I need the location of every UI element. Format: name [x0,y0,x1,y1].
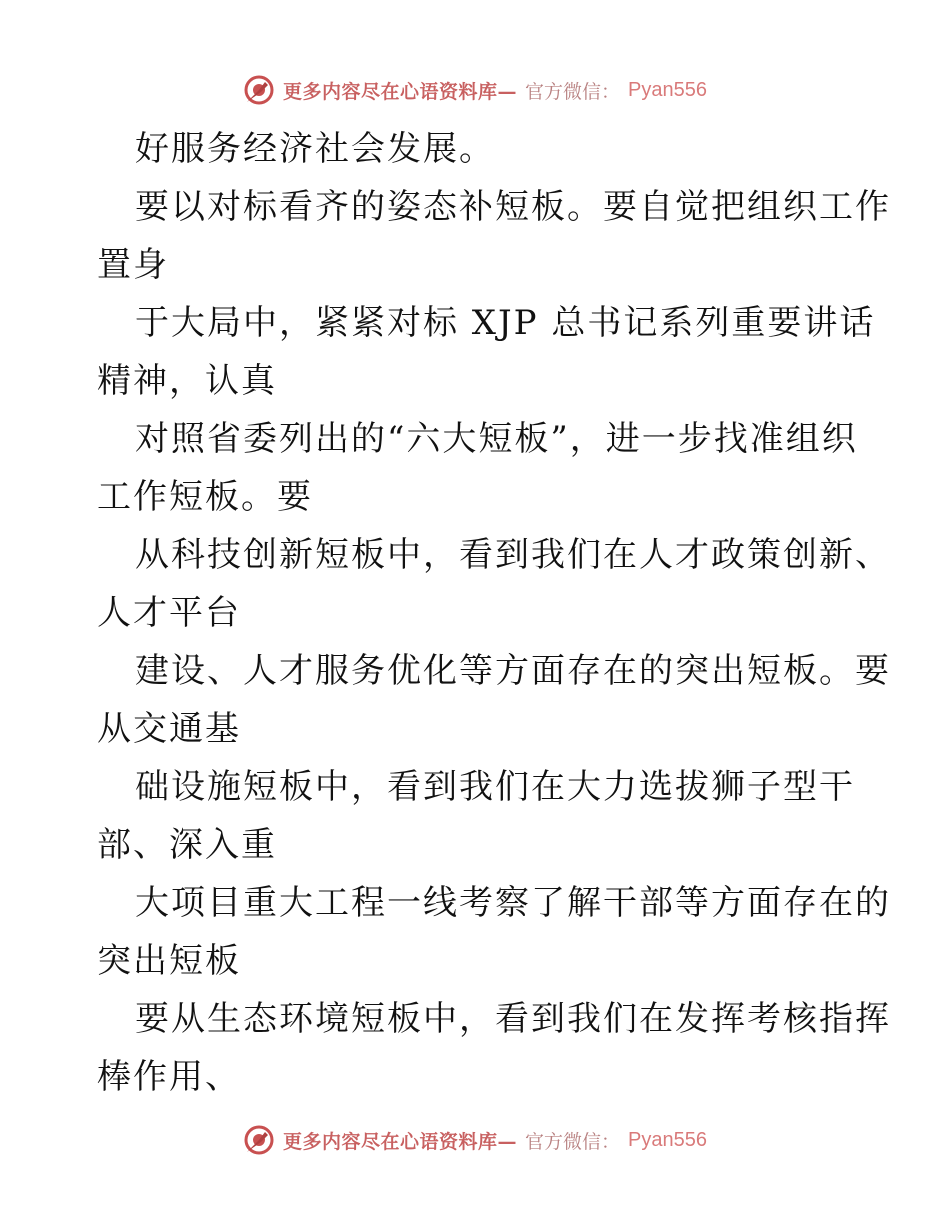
text-line: 要从生态环境短板中，看到我们在发挥考核指挥 [135,999,891,1039]
watermark-wechat-label: 官方微信： [525,1130,621,1153]
text-line: 对照省委列出的“六大短板”，进一步找准组织 [135,419,858,459]
watermark-wechat-id: Pyan556 [628,1128,707,1151]
text-line: 人才平台 [97,593,241,633]
text-line: 从科技创新短板中，看到我们在人才政策创新、 [135,535,891,575]
document-body [97,120,891,1106]
text-line: 于大局中，紧紧对标 XJP 总书记系列重要讲话 [135,303,876,343]
watermark-wechat-label: 官方微信： [525,80,621,103]
watermark-text: 更多内容尽在心语资料库— [283,80,518,103]
pen-logo-icon [243,74,275,106]
text-line: 大项目重大工程一线考察了解干部等方面存在的 [135,883,891,923]
text-line: 好服务经济社会发展。 [135,129,495,169]
text-line: 从交通基 [97,709,241,749]
text-line: 要以对标看齐的姿态补短板。要自觉把组织工作 [135,187,891,227]
header-watermark [0,70,950,110]
text-line: 精神，认真 [97,361,277,401]
text-line: 工作短板。要 [97,477,313,517]
text-line: 棒作用、 [97,1057,241,1097]
text-line: 础设施短板中，看到我们在大力选拔狮子型干 [135,767,855,807]
text-line: 部、深入重 [97,825,277,865]
text-line: 突出短板 [97,941,241,981]
footer-watermark [0,1120,950,1160]
pen-logo-icon [243,1124,275,1156]
watermark-wechat-id: Pyan556 [628,78,707,101]
watermark-text: 更多内容尽在心语资料库— [283,1130,518,1153]
text-line: 建设、人才服务优化等方面存在的突出短板。要 [135,651,891,691]
text-line: 置身 [97,245,169,285]
